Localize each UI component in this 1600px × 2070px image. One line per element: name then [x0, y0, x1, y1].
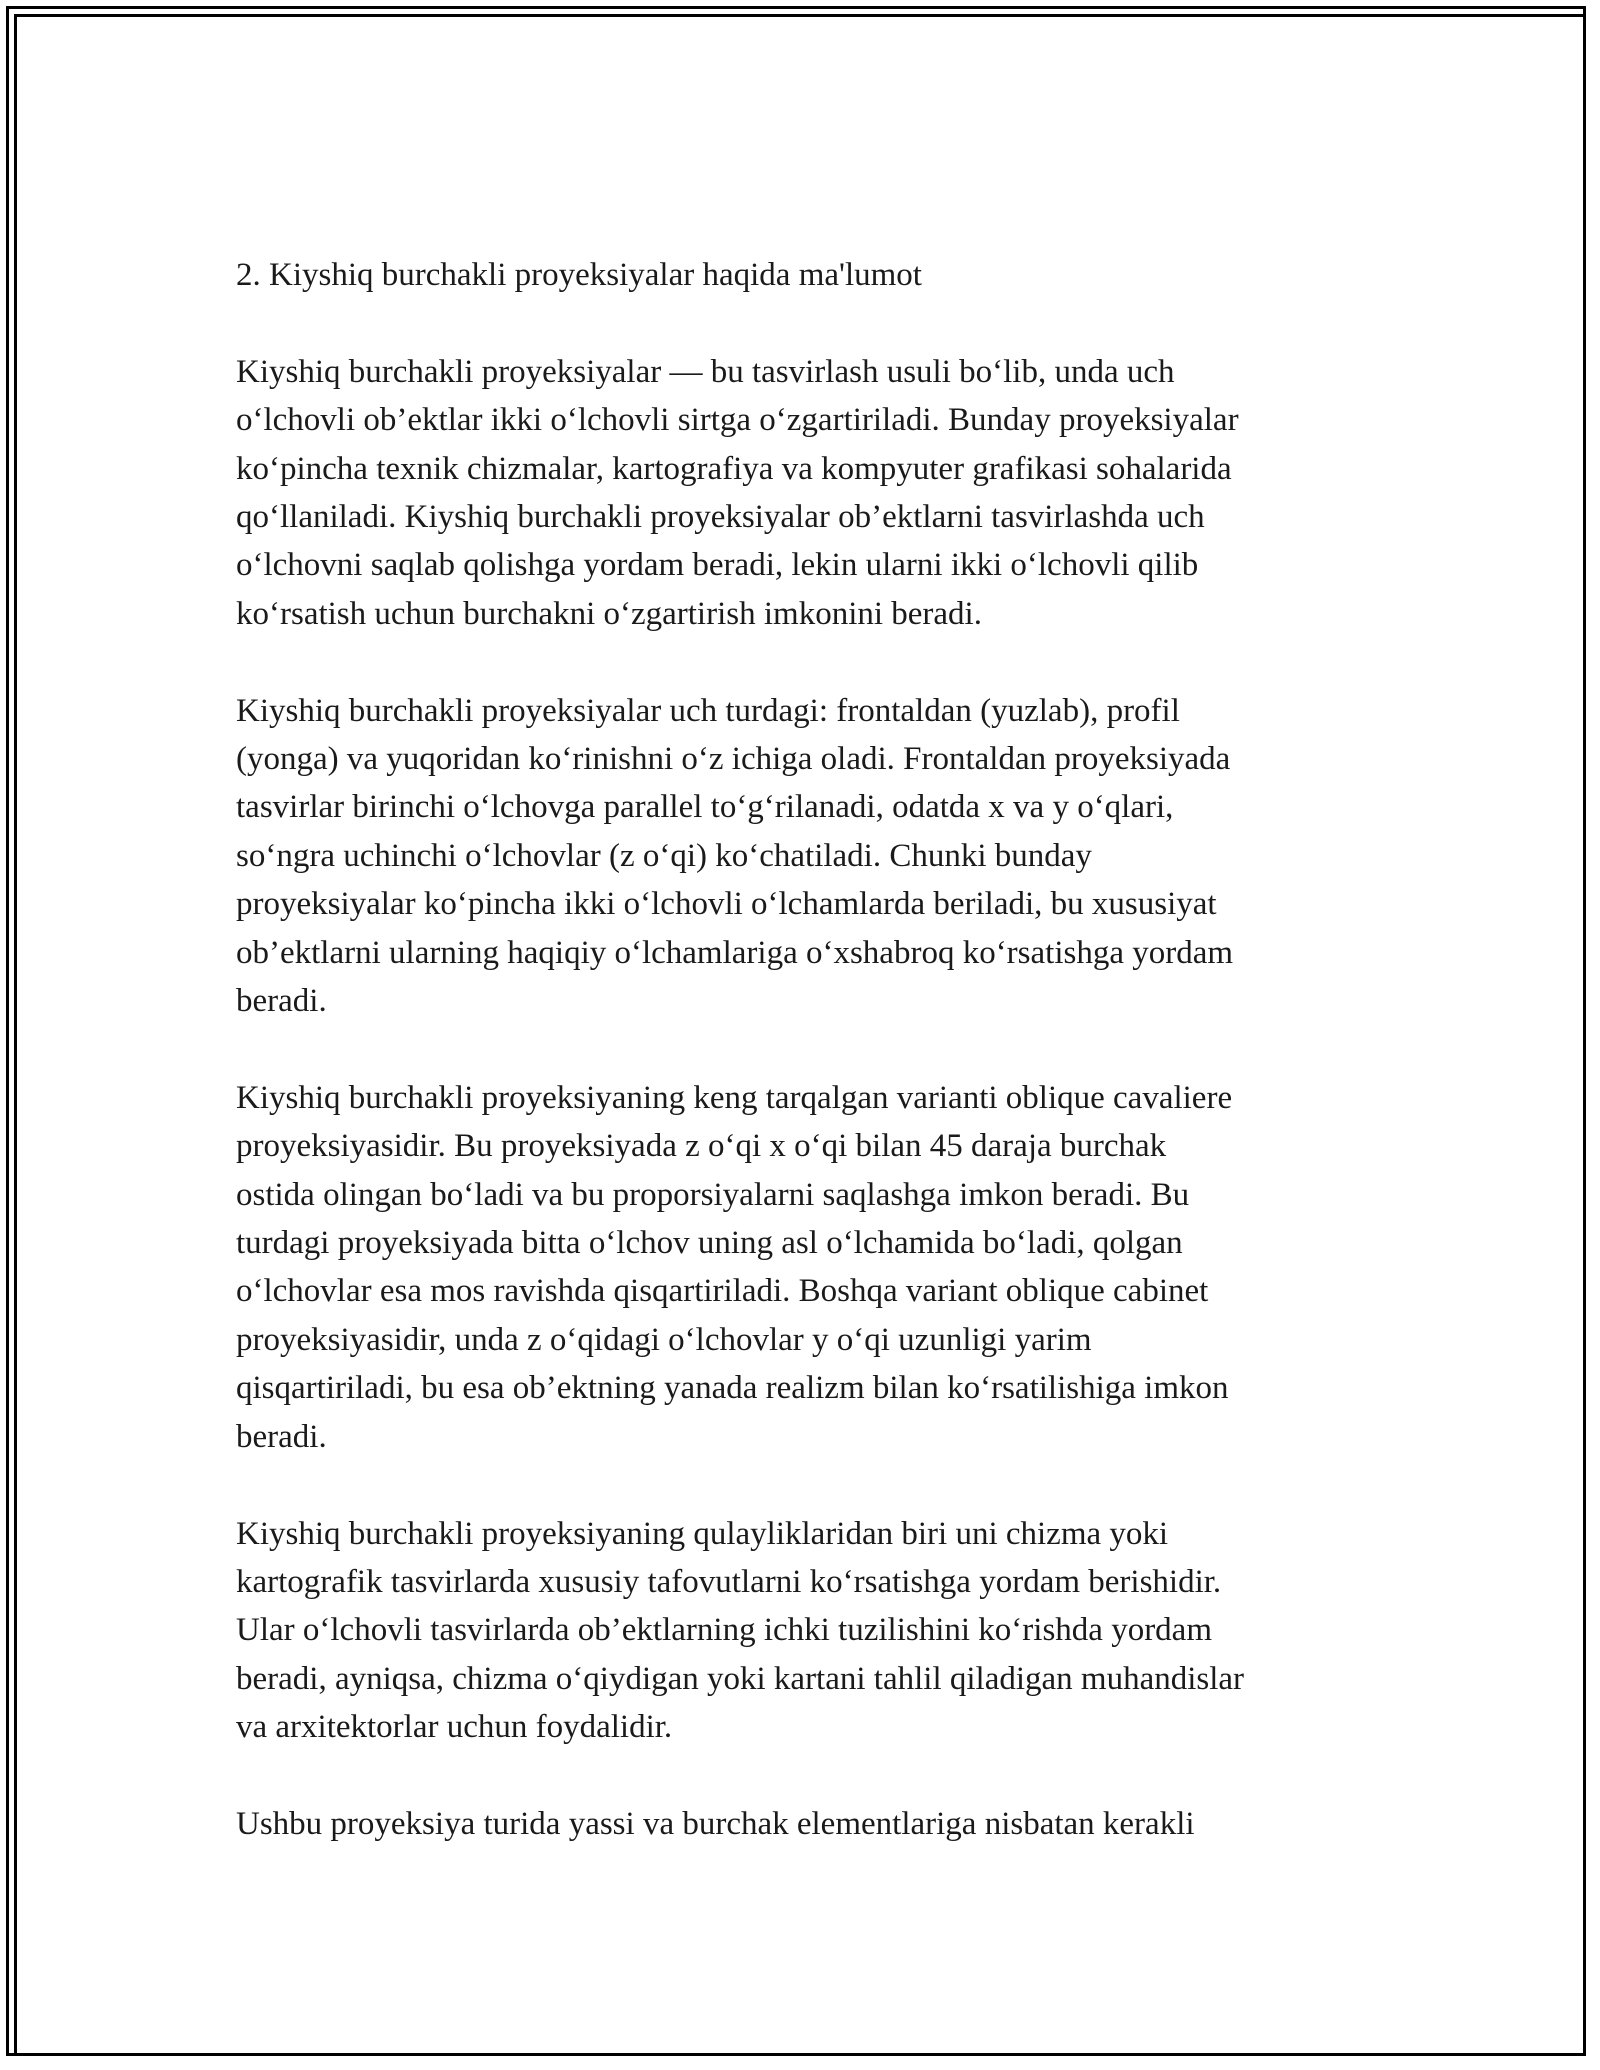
- paragraph-line: qo‘llaniladi. Kiyshiq burchakli proyeksiyalar ob’ektlarni tasvirlashda uch: [236, 499, 1205, 536]
- section-heading: 2. Kiyshiq burchakli proyeksiyalar haqida ma'lumot: [236, 257, 922, 293]
- paragraph-line: ostida olingan bo‘ladi va bu proporsiyalarni saqlashga imkon beradi. Bu: [236, 1176, 1190, 1213]
- paragraph-5: [236, 1800, 1376, 1848]
- paragraph-line: ko‘pincha texnik chizmalar, kartografiya va kompyuter grafikasi sohalarida: [236, 450, 1232, 487]
- paragraph-line: Ushbu proyeksiya turida yassi va burchak elementlariga nisbatan kerakli: [236, 1805, 1195, 1842]
- paragraph-line: o‘lchovlar esa mos ravishda qisqartiriladi. Boshqa variant oblique cabinet: [236, 1273, 1209, 1310]
- paragraph-3: [236, 1074, 1376, 1461]
- paragraph-line: tasvirlar birinchi o‘lchovga parallel to‘g‘rilanadi, odatda x va y o‘qlari,: [236, 789, 1174, 826]
- paragraph-line: beradi.: [236, 1418, 327, 1455]
- paragraph-line: Kiyshiq burchakli proyeksiyaning keng tarqalgan varianti oblique cavaliere: [236, 1079, 1233, 1116]
- paragraph-4: [236, 1510, 1376, 1752]
- paragraph-1: [236, 348, 1376, 638]
- paragraph-2: [236, 687, 1376, 1026]
- paragraph-line: beradi.: [236, 983, 327, 1020]
- paragraph-line: turdagi proyeksiyada bitta o‘lchov uning asl o‘lchamida bo‘ladi, qolgan: [236, 1225, 1183, 1262]
- paragraph-line: so‘ngra uchinchi o‘lchovlar (z o‘qi) ko‘chatiladi. Chunki bunday: [236, 837, 1092, 874]
- paragraph-line: ob’ektlarni ularning haqiqiy o‘lchamlariga o‘xshabroq ko‘rsatishga yordam: [236, 934, 1234, 971]
- paragraph-line: proyeksiyalar ko‘pincha ikki o‘lchovli o‘lchamlarda beriladi, bu xususiyat: [236, 886, 1217, 923]
- paragraph-line: Kiyshiq burchakli proyeksiyaning qulayliklaridan biri uni chizma yoki: [236, 1515, 1169, 1552]
- paragraph-line: ko‘rsatish uchun burchakni o‘zgartirish imkonini beradi.: [236, 595, 982, 632]
- paragraph-line: kartografik tasvirlarda xususiy tafovutlarni ko‘rsatishga yordam berishidir.: [236, 1563, 1222, 1600]
- paragraph-line: Ular o‘lchovli tasvirlarda ob’ektlarning ichki tuzilishini ko‘rishda yordam: [236, 1612, 1212, 1649]
- paragraph-line: Kiyshiq burchakli proyeksiyalar uch turdagi: frontaldan (yuzlab), profil: [236, 692, 1180, 729]
- paragraph-line: qisqartiriladi, bu esa ob’ektning yanada realizm bilan ko‘rsatilishiga imkon: [236, 1370, 1229, 1407]
- paragraph-line: proyeksiyasidir, unda z o‘qidagi o‘lchovlar y o‘qi uzunligi yarim: [236, 1321, 1092, 1358]
- paragraph-line: (yonga) va yuqoridan ko‘rinishni o‘z ichiga oladi. Frontaldan proyeksiyada: [236, 741, 1231, 778]
- paragraph-line: o‘lchovni saqlab qolishga yordam beradi, lekin ularni ikki o‘lchovli qilib: [236, 547, 1199, 584]
- paragraph-line: proyeksiyasidir. Bu proyeksiyada z o‘qi x o‘qi bilan 45 daraja burchak: [236, 1128, 1167, 1165]
- paragraph-line: Kiyshiq burchakli proyeksiyalar — bu tasvirlash usuli bo‘lib, unda uch: [236, 353, 1175, 390]
- paragraph-line: o‘lchovli ob’ektlar ikki o‘lchovli sirtga o‘zgartiriladi. Bunday proyeksiyalar: [236, 402, 1239, 439]
- paragraph-line: va arxitektorlar uchun foydalidir.: [236, 1709, 673, 1746]
- document-body: [236, 251, 1376, 1897]
- paragraph-line: beradi, ayniqsa, chizma o‘qiydigan yoki kartani tahlil qiladigan muhandislar: [236, 1660, 1245, 1697]
